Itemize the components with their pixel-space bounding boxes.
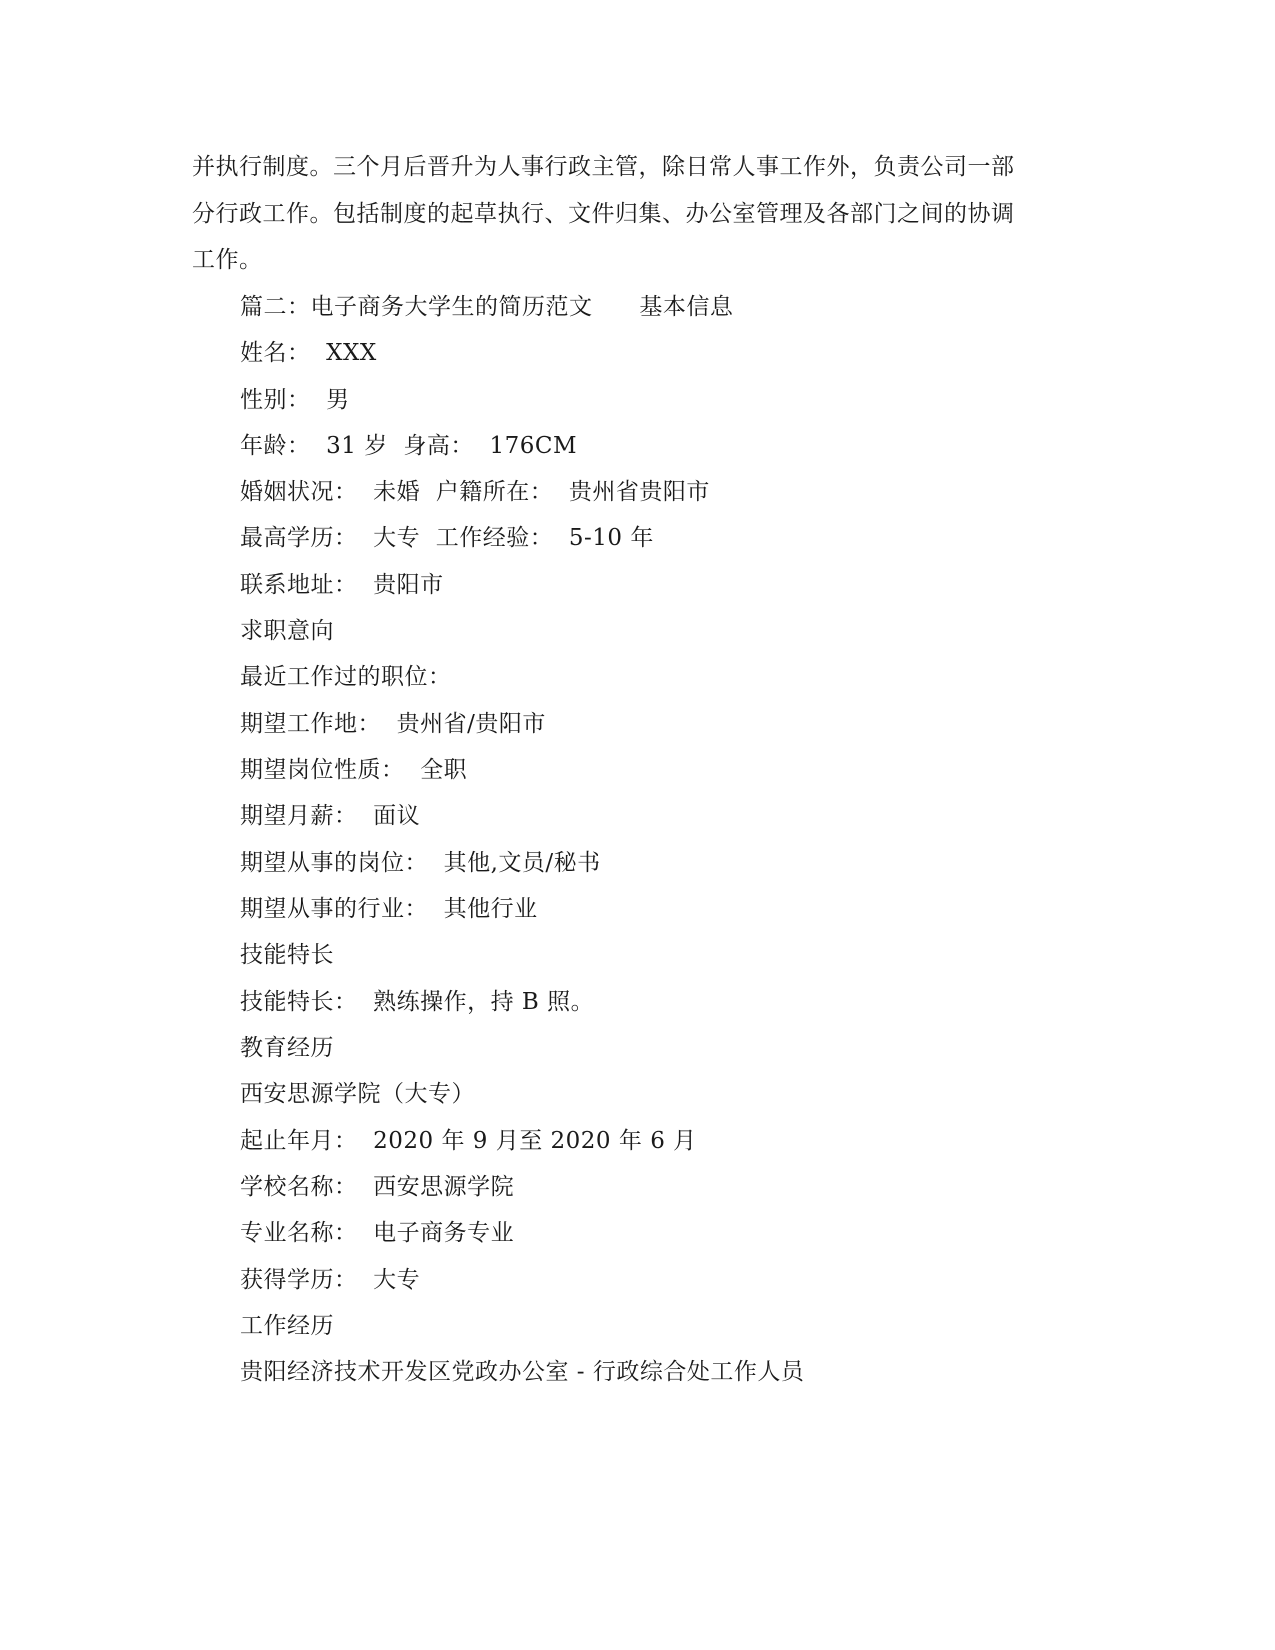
expected-job-type-line: 期望岗位性质： 全职	[240, 757, 468, 783]
age-height-line: 年龄： 31 岁 身高： 176CM	[240, 433, 577, 459]
degree-line: 获得学历： 大专	[240, 1267, 421, 1293]
recent-position-line: 最近工作过的职位：	[240, 664, 452, 690]
gender-line: 性别： 男	[240, 387, 350, 413]
paragraph-line-2: 分行政工作。包括制度的起草执行、文件归集、办公室管理及各部门之间的协调	[192, 201, 1015, 227]
expected-industry-line: 期望从事的行业： 其他行业	[240, 896, 538, 922]
work-experience-heading: 工作经历	[240, 1313, 334, 1339]
expected-location-line: 期望工作地： 贵州省/贵阳市	[240, 711, 546, 737]
skills-heading: 技能特长	[240, 942, 334, 968]
address-line: 联系地址： 贵阳市	[240, 572, 444, 598]
expected-position-line: 期望从事的岗位： 其他,文员/秘书	[240, 850, 601, 876]
expected-salary-line: 期望月薪： 面议	[240, 803, 421, 829]
education-heading: 教育经历	[240, 1035, 334, 1061]
name-line: 姓名： XXX	[240, 340, 377, 366]
school-title-line: 西安思源学院（大专）	[240, 1081, 475, 1107]
skills-line: 技能特长： 熟练操作，持 B 照。	[240, 989, 595, 1015]
paragraph-line-1: 并执行制度。三个月后晋升为人事行政主管，除日常人事工作外，负责公司一部	[192, 154, 1015, 180]
marital-residence-line: 婚姻状况： 未婚 户籍所在： 贵州省贵阳市	[240, 479, 710, 505]
study-period-line: 起止年月： 2020 年 9 月至 2020 年 6 月	[240, 1128, 697, 1154]
major-line: 专业名称： 电子商务专业	[240, 1220, 515, 1246]
school-name-line: 学校名称： 西安思源学院	[240, 1174, 515, 1200]
job-intention-heading: 求职意向	[240, 618, 334, 644]
section-heading: 篇二：电子商务大学生的简历范文 基本信息	[240, 294, 734, 320]
paragraph-line-3: 工作。	[192, 247, 263, 273]
employer-line: 贵阳经济技术开发区党政办公室 - 行政综合处工作人员	[240, 1359, 805, 1385]
education-experience-line: 最高学历： 大专 工作经验： 5-10 年	[240, 525, 654, 551]
